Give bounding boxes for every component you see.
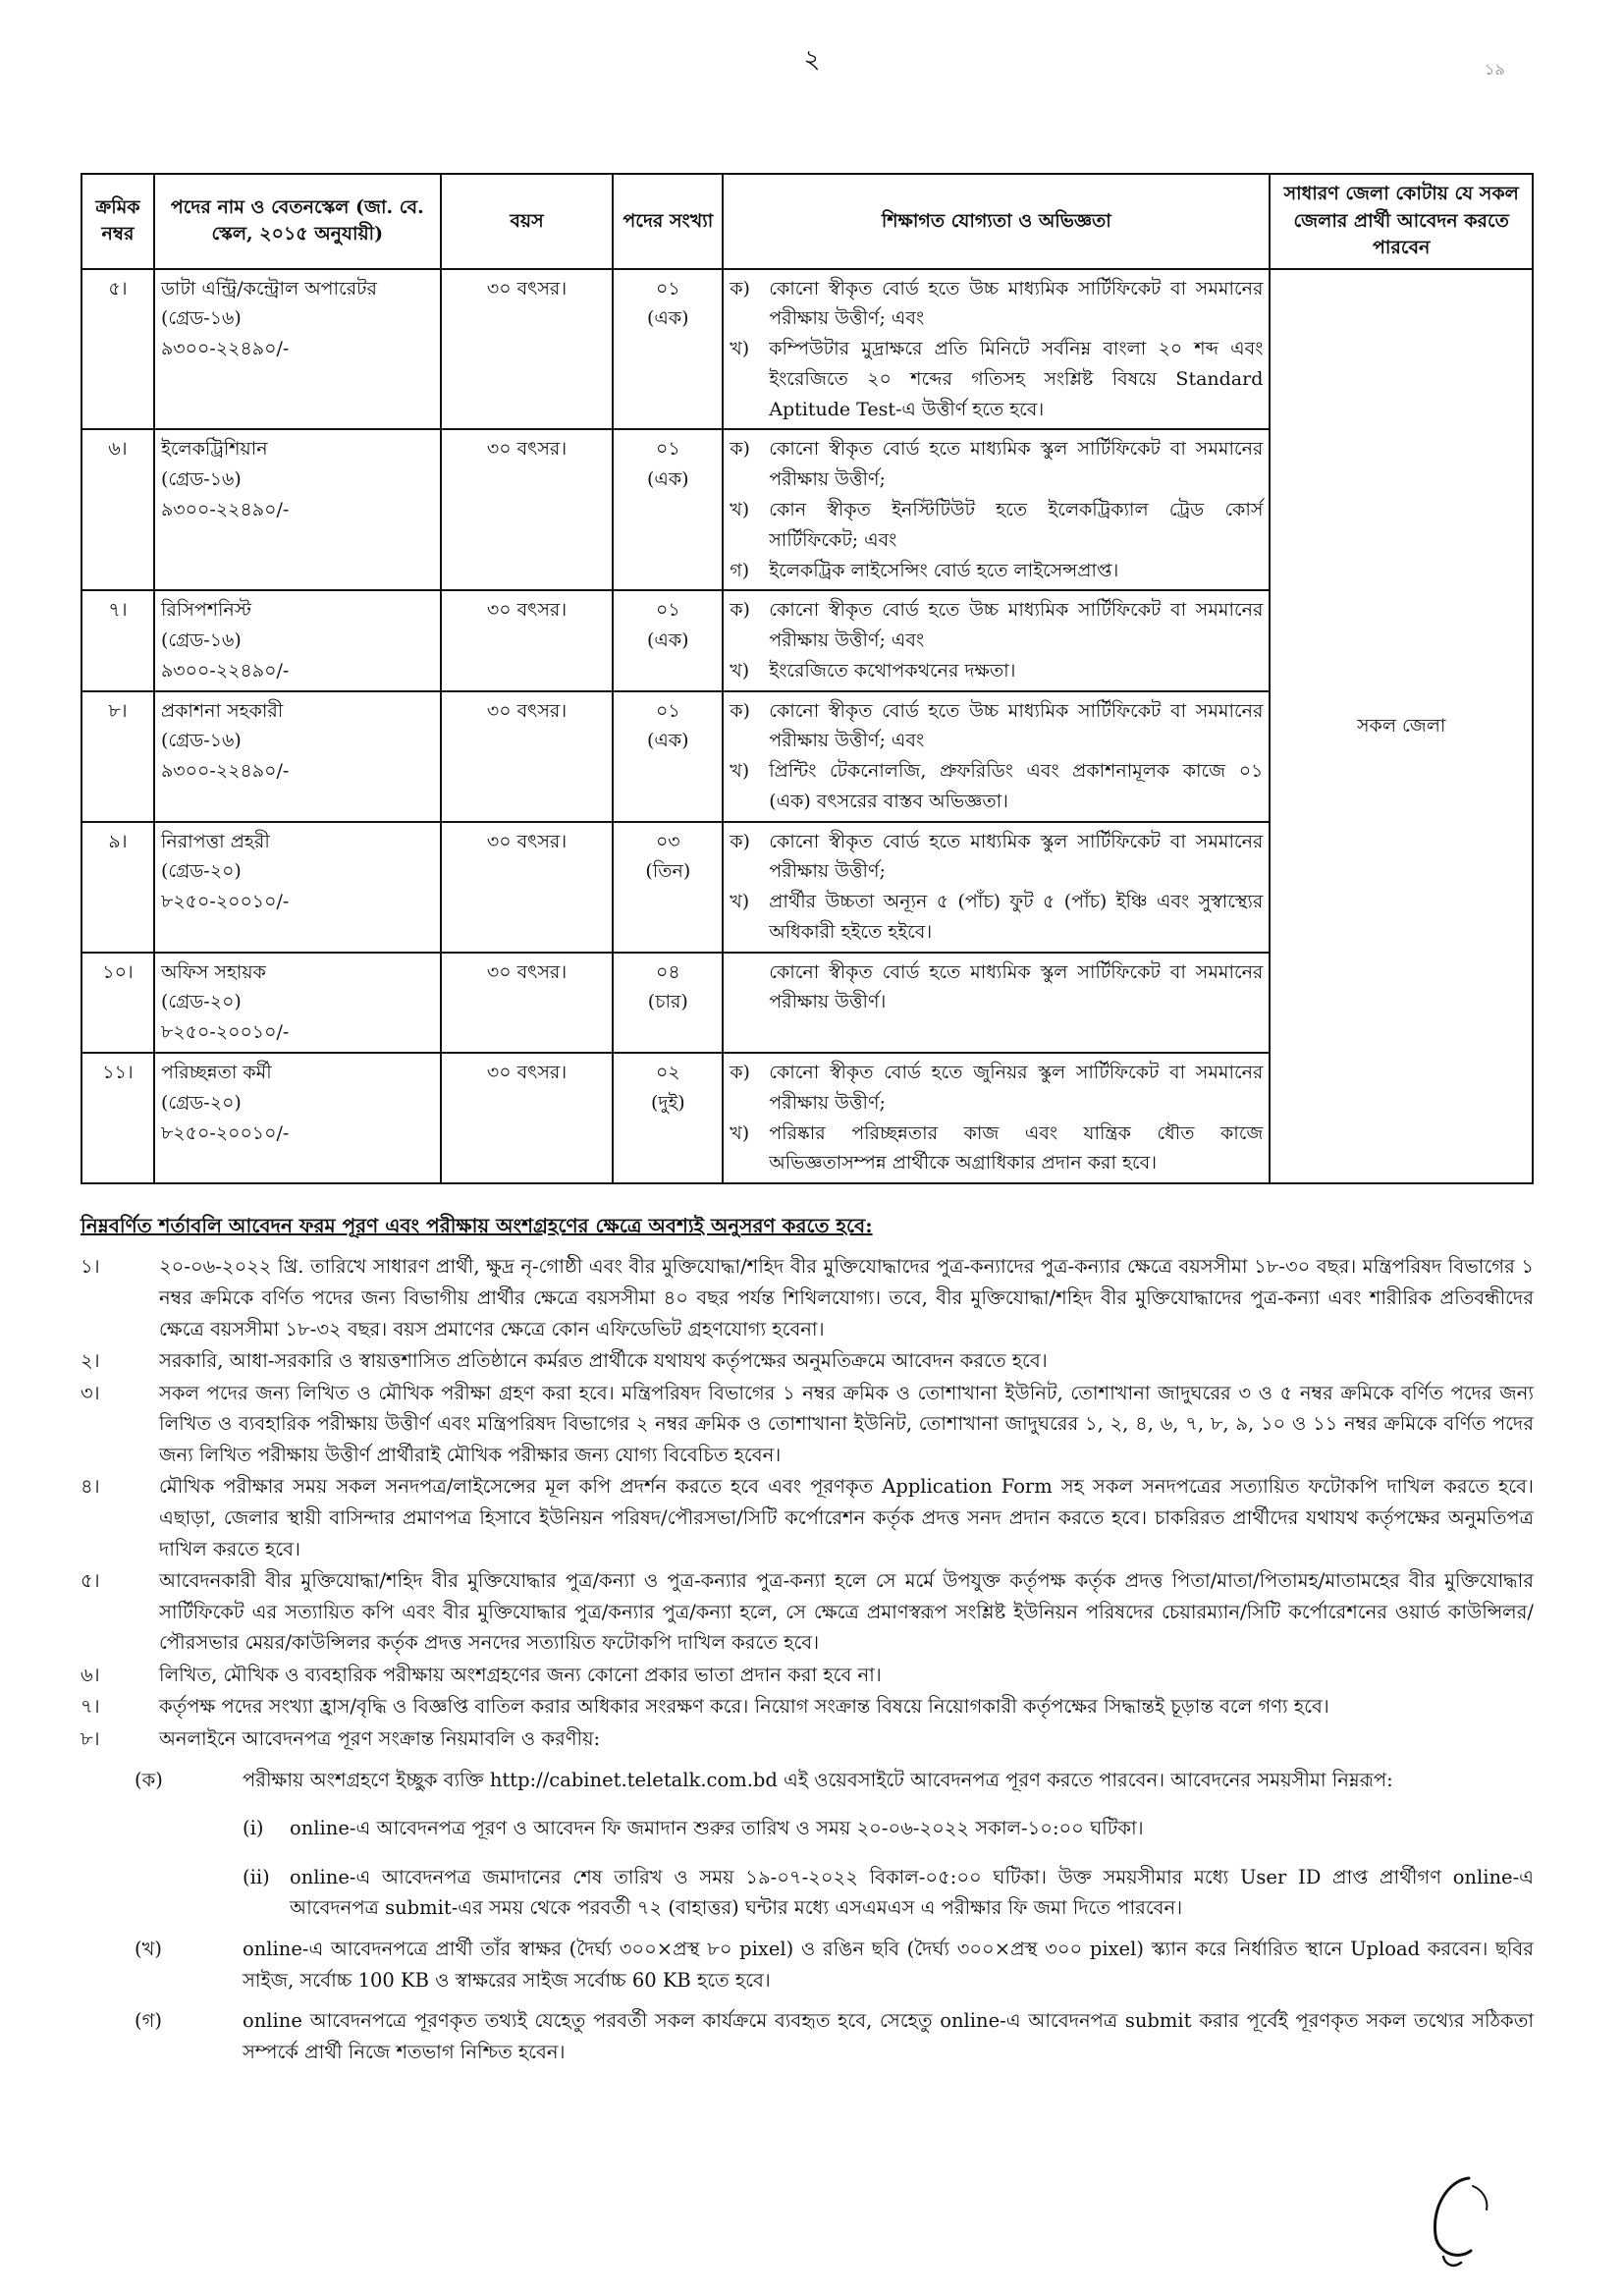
online-instruction bbox=[81, 1934, 1534, 1995]
qualification-marker: ক) bbox=[730, 438, 750, 461]
qualification-item bbox=[730, 556, 1263, 586]
condition-item bbox=[81, 1723, 1534, 1755]
post-name: রিসিপশনিস্ট bbox=[160, 599, 251, 622]
post-pay-scale: ৯৩০০-২২৪৯০/- bbox=[160, 760, 290, 783]
count-cell bbox=[613, 269, 723, 430]
qualification-cell bbox=[723, 590, 1270, 690]
post-count-words: (তিন) bbox=[645, 860, 691, 883]
qualification-item bbox=[730, 274, 1263, 335]
serial-cell: ৯। bbox=[81, 822, 154, 953]
corner-pencil-mark: ১৯ bbox=[1485, 60, 1505, 79]
qualification-marker: ক) bbox=[730, 277, 750, 300]
header-post-name: পদের নাম ও বেতনস্কেল (জা. বে. স্কেল, ২০১৫ অনুযায়ী) bbox=[154, 174, 441, 269]
qualification-marker: ক) bbox=[730, 599, 750, 622]
qualification-marker: গ) bbox=[730, 559, 750, 581]
qualification-item bbox=[730, 1119, 1263, 1179]
age-cell: ৩০ বৎসর। bbox=[441, 691, 614, 822]
condition-number: ৮। bbox=[81, 1727, 100, 1751]
condition-number: ৪। bbox=[81, 1475, 100, 1499]
table-header-row bbox=[81, 174, 1533, 269]
post-grade: (গ্রেড-১৬) bbox=[160, 307, 242, 330]
qualification-item bbox=[730, 1058, 1263, 1119]
post-pay-scale: ৮২৫০-২০০১০/- bbox=[160, 891, 290, 913]
qualification-cell bbox=[723, 1053, 1270, 1183]
serial-cell: ৬। bbox=[81, 429, 154, 590]
qualification-text: কোনো স্বীকৃত বোর্ড হতে উচ্চ মাধ্যমিক সার্টিফিকেট বা সমমানের পরীক্ষায় উত্তীর্ণ; এবং bbox=[769, 599, 1264, 652]
condition-item bbox=[81, 1691, 1534, 1722]
online-instruction-label: (গ) bbox=[135, 2009, 162, 2033]
qualification-item bbox=[730, 696, 1263, 757]
district-all-label: সকল জেলা bbox=[1356, 714, 1446, 737]
conditions-heading: নিম্নবর্ণিত শর্তাবলি আবেদন ফরম পূরণ এবং পরীক্ষায় অংশগ্রহণের ক্ষেত্রে অবশ্যই অনুসরণ করতে হবে: bbox=[81, 1214, 873, 1237]
post-name: পরিচ্ছন্নতা কর্মী bbox=[160, 1062, 272, 1084]
post-count-words: (চার) bbox=[647, 991, 688, 1013]
qualification-text: কোনো স্বীকৃত বোর্ড হতে মাধ্যমিক স্কুল সার্টিফিকেট বা সমমানের পরীক্ষায় উত্তীর্ণ; bbox=[769, 438, 1264, 491]
post-count: ০১ bbox=[655, 699, 680, 722]
age-cell: ৩০ বৎসর। bbox=[441, 269, 614, 430]
handwritten-signature bbox=[1410, 2166, 1518, 2274]
condition-number: ২। bbox=[81, 1349, 100, 1373]
header-qualification: শিক্ষাগত যোগ্যতা ও অভিজ্ঞতা bbox=[723, 174, 1270, 269]
condition-item bbox=[81, 1378, 1534, 1471]
qualification-marker: খ) bbox=[730, 1121, 750, 1144]
post-count: ০৩ bbox=[655, 830, 680, 852]
online-instruction-label: (খ) bbox=[135, 1937, 163, 1960]
count-cell bbox=[613, 953, 723, 1053]
online-sub-label: (i) bbox=[243, 1817, 264, 1840]
post-name: ইলেকট্রিশিয়ান bbox=[160, 438, 268, 461]
qualification-item bbox=[730, 887, 1263, 948]
condition-item bbox=[81, 1345, 1534, 1377]
condition-text: লিখিত, মৌখিক ও ব্যবহারিক পরীক্ষায় অংশগ্রহণের জন্য কোনো প্রকার ভাতা প্রদান করা হবে না। bbox=[159, 1663, 882, 1686]
condition-number: ৬। bbox=[81, 1663, 100, 1686]
post-count-words: (এক) bbox=[647, 629, 689, 652]
post-name: অফিস সহায়ক bbox=[160, 960, 266, 983]
post-grade: (গ্রেড-২০) bbox=[160, 1091, 242, 1114]
condition-text: কর্তৃপক্ষ পদের সংখ্যা হ্রাস/বৃদ্ধি ও বিজ্ঞপ্তি বাতিল করার অধিকার সংরক্ষণ করে। নিয়োগ সংক্রান্ত বিষয়ে নিয়োগকারী কর্তৃপক্ষের সিদ্ধান্তই চূড়ান্ত বলে গণ্য হবে। bbox=[159, 1695, 1329, 1719]
table-row bbox=[81, 269, 1533, 430]
post-grade: (গ্রেড-১৬) bbox=[160, 629, 242, 652]
post-cell bbox=[154, 429, 441, 590]
qualification-marker: খ) bbox=[730, 760, 750, 783]
online-instruction-text: পরীক্ষায় অংশগ্রহণে ইচ্ছুক ব্যক্তি http://cabinet.teletalk.com.bd এই ওয়েবসাইটে আবেদনপত্র পূরণ করতে পারবেন। আবেদনের সময়সীমা নিম্নরূপ: bbox=[243, 1768, 1393, 1791]
condition-text: ২০-০৬-২০২২ খ্রি. তারিখে সাধারণ প্রার্থী, ক্ষুদ্র নৃ-গোষ্ঠী এবং বীর মুক্তিযোদ্ধা/শহিদ বীর মুক্তিযোদ্ধাদের পুত্র-কন্যাদের পুত্র-কন্যার ক্ষেত্রে বয়সসীমা ১৮-৩০ বছর। মন্ত্রিপরিষদ বিভাগের ১ নম্বর ক্রমিকে বর্ণিত পদের জন্য বিভাগীয় প্রার্থীর ক্ষেত্রে বয়সসীমা ৪০ বছর পর্যন্ত শিথিলযোগ্য। তবে, বীর মুক্তিযোদ্ধা/শহিদ বীর মুক্তিযোদ্ধাদের পুত্র-কন্যা এবং শারীরিক প্রতিবন্ধীদের ক্ষেত্রে বয়সসীমা ১৮-৩২ বছর। বয়স প্রমাণের ক্ষেত্রে কোন এফিডেভিট গ্রহণযোগ্য হবেনা। bbox=[159, 1255, 1534, 1340]
online-sub-label: (ii) bbox=[243, 1865, 270, 1888]
qualification-marker: খ) bbox=[730, 338, 750, 360]
qualification-text: কোনো স্বীকৃত বোর্ড হতে মাধ্যমিক স্কুল সার্টিফিকেট বা সমমানের পরীক্ষায় উত্তীর্ণ। bbox=[769, 960, 1264, 1013]
district-quota-cell bbox=[1270, 269, 1533, 1183]
qualification-text: ইংরেজিতে কথোপকথনের দক্ষতা। bbox=[769, 659, 1016, 682]
post-count: ০১ bbox=[655, 438, 680, 461]
qualification-item bbox=[730, 957, 1263, 1018]
qualification-text: কোন স্বীকৃত ইনস্টিটিউট হতে ইলেকট্রিক্যাল ট্রেড কোর্স সার্টিফিকেট; এবং bbox=[769, 499, 1264, 551]
post-cell bbox=[154, 691, 441, 822]
condition-item bbox=[81, 1251, 1534, 1344]
post-cell bbox=[154, 953, 441, 1053]
condition-text: মৌখিক পরীক্ষার সময় সকল সনদপত্র/লাইসেন্সের মূল কপি প্রদর্শন করতে হবে এবং পূরণকৃত Application Form সহ সকল সনদপত্রের সত্যায়িত ফটোকপি দাখিল করতে হবে। এছাড়া, জেলার স্থায়ী বাসিন্দার প্রমাণপত্র হিসাবে ইউনিয়ন পরিষদ/পৌরসভা/সিটি কর্পোরেশন কর্তৃক প্রদত্ত সনদ প্রদান করতে হবে। চাকরিরত প্রার্থীদের যথাযথ কর্তৃপক্ষের অনুমতিপত্র দাখিল করতে হবে। bbox=[159, 1475, 1534, 1560]
qualification-cell bbox=[723, 691, 1270, 822]
condition-text: অনলাইনে আবেদনপত্র পূরণ সংক্রান্ত নিয়মাবলি ও করণীয়: bbox=[159, 1727, 601, 1751]
header-district-quota: সাধারণ জেলা কোটায় যে সকল জেলার প্রার্থী আবেদন করতে পারবেন bbox=[1270, 174, 1533, 269]
count-cell bbox=[613, 590, 723, 690]
serial-cell: ১১। bbox=[81, 1053, 154, 1183]
post-count-words: (এক) bbox=[647, 730, 689, 752]
qualification-cell bbox=[723, 269, 1270, 430]
age-cell: ৩০ বৎসর। bbox=[441, 429, 614, 590]
posts-table bbox=[81, 173, 1534, 1184]
qualification-marker: ক) bbox=[730, 830, 750, 852]
post-cell bbox=[154, 269, 441, 430]
serial-cell: ৫। bbox=[81, 269, 154, 430]
post-count: ০২ bbox=[655, 1062, 680, 1084]
header-post-count: পদের সংখ্যা bbox=[613, 174, 723, 269]
condition-item bbox=[81, 1660, 1534, 1691]
header-serial: ক্রমিক নম্বর bbox=[81, 174, 154, 269]
condition-number: ১। bbox=[81, 1255, 100, 1279]
qualification-item bbox=[730, 656, 1263, 686]
count-cell bbox=[613, 429, 723, 590]
qualification-item bbox=[730, 495, 1263, 556]
qualification-text: কোনো স্বীকৃত বোর্ড হতে উচ্চ মাধ্যমিক সার্টিফিকেট বা সমমানের পরীক্ষায় উত্তীর্ণ; এবং bbox=[769, 277, 1264, 330]
post-count: ০১ bbox=[655, 599, 680, 622]
post-grade: (গ্রেড-১৬) bbox=[160, 730, 242, 752]
condition-text: সরকারি, আধা-সরকারি ও স্বায়ত্তশাসিত প্রতিষ্ঠানে কর্মরত প্রার্থীকে যথাযথ কর্তৃপক্ষের অনুমতিক্রমে আবেদন করতে হবে। bbox=[159, 1349, 1048, 1373]
post-pay-scale: ৮২৫০-২০০১০/- bbox=[160, 1121, 290, 1144]
qualification-marker: খ) bbox=[730, 499, 750, 520]
qualification-item bbox=[730, 434, 1263, 495]
qualification-text: প্রার্থীর উচ্চতা অন্যূন ৫ (পাঁচ) ফুট ৫ (পাঁচ) ইঞ্চি এবং সুস্বাস্থ্যের অধিকারী হইতে হইবে। bbox=[769, 891, 1264, 943]
online-instruction bbox=[81, 1765, 1534, 1924]
qualification-cell bbox=[723, 822, 1270, 953]
count-cell bbox=[613, 691, 723, 822]
online-sub-text: online-এ আবেদনপত্র জমাদানের শেষ তারিখ ও সময় ১৯-০৭-২০২২ বিকাল-০৫:০০ ঘটিকা। উক্ত সময়সীমার মধ্যে User ID প্রাপ্ত প্রার্থীগণ online-এ আবেদনপত্র submit-এর সময় থেকে পরবর্তী ৭২ (বাহাত্তর) ঘন্টার মধ্যে এসএমএস এ পরীক্ষার ফি জমা দিতে পারবেন। bbox=[290, 1865, 1534, 1920]
conditions-section bbox=[81, 1210, 1534, 2067]
page-number: ২ bbox=[803, 45, 821, 75]
post-grade: (গ্রেড-১৬) bbox=[160, 468, 242, 491]
post-grade: (গ্রেড-২০) bbox=[160, 991, 242, 1013]
condition-number: ৩। bbox=[81, 1381, 100, 1404]
count-cell bbox=[613, 1053, 723, 1183]
online-instruction-label: (ক) bbox=[135, 1768, 163, 1791]
online-instruction-text: online-এ আবেদনপত্রে প্রার্থী তাঁর স্বাক্ষর (দৈর্ঘ্য ৩০০×প্রস্থ ৮০ pixel) ও রঙিন ছবি (দৈর্ঘ্য ৩০০×প্রস্থ ৩০০ pixel) স্ক্যান করে নির্ধারিত স্থানে Upload করবেন। ছবির সাইজ, সর্বোচ্চ 100 KB ও স্বাক্ষরের সাইজ সর্বোচ্চ 60 KB হতে হবে। bbox=[243, 1937, 1534, 1992]
post-count: ০৪ bbox=[655, 960, 680, 983]
qualification-marker: খ) bbox=[730, 891, 750, 913]
condition-text: আবেদনকারী বীর মুক্তিযোদ্ধা/শহিদ বীর মুক্তিযোদ্ধার পুত্র/কন্যা ও পুত্র-কন্যার পুত্র-কন্যা হলে সে মর্মে উপযুক্ত কর্তৃপক্ষ কর্তৃক প্রদত্ত পিতা/মাতা/পিতামহ/মাতামহের বীর মুক্তিযোদ্ধার সার্টিফিকেট এর সত্যায়িত কপি এবং বীর মুক্তিযোদ্ধার পুত্র/কন্যার পুত্র/কন্যা হলে, সে ক্ষেত্রে প্রমাণস্বরূপ সংশ্লিষ্ট ইউনিয়ন পরিষদের চেয়ারম্যান/সিটি কর্পোরেশনের ওয়ার্ড কাউন্সিলর/পৌরসভার মেয়র/কাউন্সিলর কর্তৃক প্রদত্ত সনদের সত্যায়িত ফটোকপি দাখিল করতে হবে। bbox=[159, 1569, 1534, 1655]
header-age: বয়স bbox=[441, 174, 614, 269]
qualification-item bbox=[730, 827, 1263, 888]
qualification-cell bbox=[723, 429, 1270, 590]
qualification-text: পরিষ্কার পরিচ্ছন্নতার কাজ এবং যান্ত্রিক ধৌত কাজে অভিজ্ঞতাসম্পন্ন প্রার্থীকে অগ্রাধিকার প্রদান করা হবে। bbox=[769, 1121, 1264, 1175]
post-count-words: (এক) bbox=[647, 468, 689, 491]
condition-item bbox=[81, 1471, 1534, 1564]
online-sub-instruction bbox=[243, 1862, 1534, 1924]
online-instruction-body bbox=[243, 2005, 1534, 2067]
post-grade: (গ্রেড-২০) bbox=[160, 860, 242, 883]
age-cell: ৩০ বৎসর। bbox=[441, 822, 614, 953]
qualification-marker: ক) bbox=[730, 1062, 750, 1084]
online-instruction-body bbox=[243, 1934, 1534, 1995]
condition-item bbox=[81, 1565, 1534, 1659]
online-sub-instruction bbox=[243, 1813, 1534, 1844]
post-count-words: (এক) bbox=[647, 307, 689, 330]
qualification-cell bbox=[723, 953, 1270, 1053]
age-cell: ৩০ বৎসর। bbox=[441, 953, 614, 1053]
post-cell bbox=[154, 822, 441, 953]
post-pay-scale: ৯৩০০-২২৪৯০/- bbox=[160, 338, 290, 360]
post-name: প্রকাশনা সহকারী bbox=[160, 699, 284, 722]
online-sub-text: online-এ আবেদনপত্র পূরণ ও আবেদন ফি জমাদান শুরুর তারিখ ও সময় ২০-০৬-২০২২ সকাল-১০:০০ ঘটিকা। bbox=[290, 1817, 1144, 1840]
post-pay-scale: ৯৩০০-২২৪৯০/- bbox=[160, 659, 290, 682]
online-instruction bbox=[81, 2005, 1534, 2067]
count-cell bbox=[613, 822, 723, 953]
serial-cell: ১০। bbox=[81, 953, 154, 1053]
online-instruction-body bbox=[243, 1765, 1534, 1924]
online-instruction-text: online আবেদনপত্রে পূরণকৃত তথ্যই যেহেতু পরবর্তী সকল কার্যক্রমে ব্যবহৃত হবে, সেহেতু online-এ আবেদনপত্র submit করার পূর্বেই পূরণকৃত সকল তথ্যের সঠিকতা সম্পর্কে প্রার্থী নিজে শতভাগ নিশ্চিত হবেন। bbox=[243, 2009, 1534, 2063]
serial-cell: ৮। bbox=[81, 691, 154, 822]
post-name: ডাটা এন্ট্রি/কন্ট্রোল অপারেটর bbox=[160, 277, 377, 300]
online-instructions bbox=[81, 1765, 1534, 2068]
qualification-text: কোনো স্বীকৃত বোর্ড হতে জুনিয়র স্কুল সার্টিফিকেট বা সমমানের পরীক্ষায় উত্তীর্ণ; bbox=[769, 1062, 1264, 1114]
qualification-item bbox=[730, 756, 1263, 817]
qualification-item bbox=[730, 595, 1263, 656]
age-cell: ৩০ বৎসর। bbox=[441, 1053, 614, 1183]
post-pay-scale: ৮২৫০-২০০১০/- bbox=[160, 1021, 290, 1044]
qualification-text: প্রিন্টিং টেকনোলজি, প্রুফরিডিং এবং প্রকাশনামূলক কাজে ০১ (এক) বৎসরের বাস্তব অভিজ্ঞতা। bbox=[769, 760, 1264, 812]
qualification-text: কোনো স্বীকৃত বোর্ড হতে মাধ্যমিক স্কুল সার্টিফিকেট বা সমমানের পরীক্ষায় উত্তীর্ণ; bbox=[769, 830, 1264, 883]
post-cell bbox=[154, 1053, 441, 1183]
qualification-text: কম্পিউটার মুদ্রাক্ষরে প্রতি মিনিটে সর্বনিম্ন বাংলা ২০ শব্দ এবং ইংরেজিতে ২০ শব্দের গতিসহ সংশ্লিষ্ট বিষয়ে Standard Aptitude Test-এ উত্তীর্ণ হতে হবে। bbox=[769, 338, 1264, 420]
post-count: ০১ bbox=[655, 277, 680, 300]
post-name: নিরাপত্তা প্রহরী bbox=[160, 830, 270, 852]
condition-text: সকল পদের জন্য লিখিত ও মৌখিক পরীক্ষা গ্রহণ করা হবে। মন্ত্রিপরিষদ বিভাগের ১ নম্বর ক্রমিক ও তোশাখানা ইউনিট, তোশাখানা জাদুঘরের ৩ ও ৫ নম্বর ক্রমিকে বর্ণিত পদের জন্য লিখিত ও ব্যবহারিক পরীক্ষায় উত্তীর্ণ এবং মন্ত্রিপরিষদ বিভাগের ২ নম্বর ক্রমিক ও তোশাখানা ইউনিট, তোশাখানা জাদুঘরের ১, ২, ৪, ৬, ৭, ৮, ৯, ১০ ও ১১ নম্বর ক্রমিকে বর্ণিত পদের জন্য লিখিত পরীক্ষায় উত্তীর্ণ প্রার্থীরাই মৌখিক পরীক্ষার জন্য যোগ্য বিবেচিত হবেন। bbox=[159, 1381, 1534, 1466]
qualification-marker: ক) bbox=[730, 699, 750, 722]
conditions-list bbox=[81, 1251, 1534, 1754]
condition-number: ৭। bbox=[81, 1695, 100, 1719]
post-pay-scale: ৯৩০০-২২৪৯০/- bbox=[160, 499, 290, 520]
age-cell: ৩০ বৎসর। bbox=[441, 590, 614, 690]
qualification-item bbox=[730, 334, 1263, 424]
qualification-text: ইলেকট্রিক লাইসেন্সিং বোর্ড হতে লাইসেন্সপ্রাপ্ত। bbox=[769, 559, 1119, 581]
condition-number: ৫। bbox=[81, 1569, 100, 1593]
serial-cell: ৭। bbox=[81, 590, 154, 690]
qualification-marker: খ) bbox=[730, 659, 750, 682]
post-cell bbox=[154, 590, 441, 690]
post-count-words: (দুই) bbox=[650, 1091, 685, 1114]
qualification-text: কোনো স্বীকৃত বোর্ড হতে উচ্চ মাধ্যমিক সার্টিফিকেট বা সমমানের পরীক্ষায় উত্তীর্ণ; এবং bbox=[769, 699, 1264, 752]
